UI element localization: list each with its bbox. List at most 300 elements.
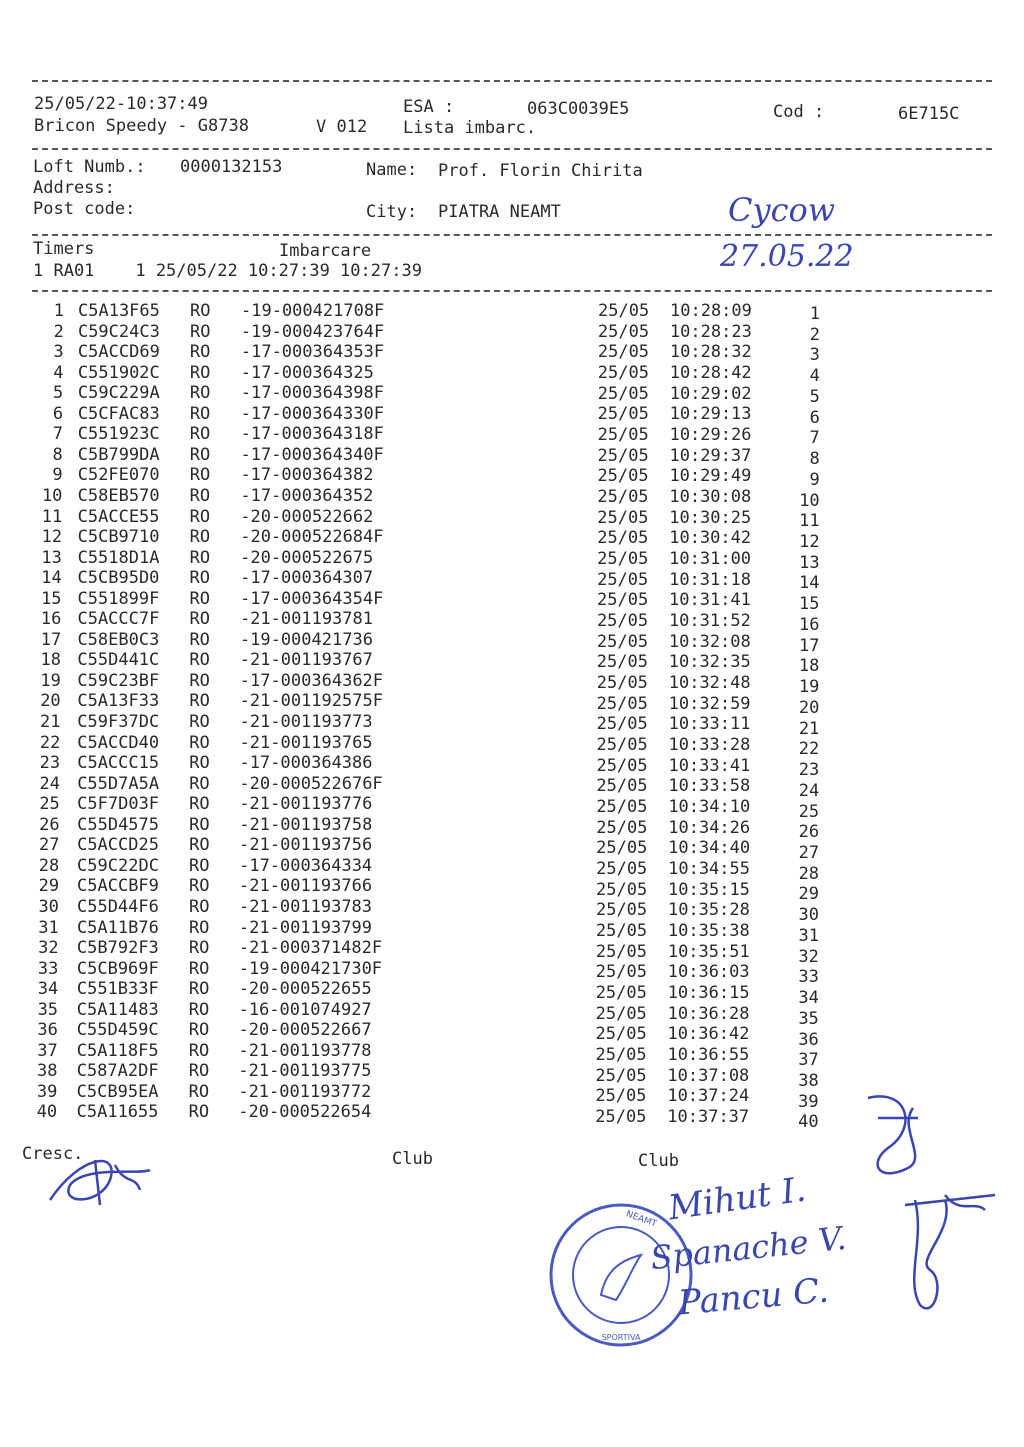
entry-time: 10:33:11 (668, 714, 751, 735)
entry-serial: -19-000421730F (238, 958, 383, 979)
entry-date: 25/05 (597, 466, 649, 487)
entry-country: RO (189, 362, 211, 383)
entry-ring: C59C229A (77, 383, 160, 404)
entry-number: 12 (41, 527, 63, 548)
entry-country: RO (189, 527, 211, 548)
entry-ring: C59C23BF (77, 670, 160, 691)
entry-time: 10:37:08 (667, 1065, 750, 1086)
entry-number: 34 (37, 979, 59, 1000)
entry-position: 37 (798, 1050, 819, 1071)
table-row (0, 506, 1024, 532)
timers-rule (32, 290, 992, 292)
name-value: Prof. Florin Chirita (438, 161, 643, 181)
svg-text:SPORTIVA: SPORTIVA (601, 1333, 641, 1342)
entry-country: RO (189, 835, 210, 856)
header-cod-label: Cod : (773, 102, 825, 122)
entry-date: 25/05 (595, 1107, 647, 1128)
table-row (0, 303, 1024, 323)
entry-position: 3 (809, 345, 820, 366)
entry-number: 16 (40, 609, 62, 630)
entry-position: 16 (798, 614, 820, 635)
entry-ring: C5CB9710 (77, 527, 160, 548)
table-row (0, 547, 1024, 573)
table-row (0, 917, 1024, 946)
entry-time: 10:34:55 (668, 859, 750, 880)
entry-ring: C5A118F5 (76, 1040, 159, 1061)
table-row (0, 979, 1024, 1009)
entry-country: RO (188, 896, 210, 917)
handwritten-place: Cycow (728, 191, 836, 229)
entry-serial: -21-001193783 (238, 896, 373, 917)
header-cod-value: 6E715C (898, 104, 960, 124)
entry-time: 10:37:24 (667, 1086, 750, 1107)
entry-number: 5 (53, 383, 64, 404)
entry-number: 31 (38, 917, 59, 938)
entry-number: 28 (38, 855, 60, 876)
entry-serial: -17-000364382 (240, 465, 374, 486)
entry-serial: -21-001193799 (238, 917, 372, 938)
entry-serial: -20-000522662 (240, 506, 374, 527)
entry-time: 10:33:28 (668, 735, 751, 756)
entry-number: 13 (41, 547, 62, 568)
entry-country: RO (189, 650, 210, 671)
city-label: City: (366, 202, 418, 222)
entry-number: 26 (39, 814, 60, 835)
entry-number: 20 (40, 691, 61, 712)
entry-position: 5 (809, 386, 820, 407)
entry-time: 10:30:42 (669, 528, 752, 549)
entry-time: 10:31:41 (669, 590, 751, 611)
entry-time: 10:28:32 (669, 342, 752, 363)
entry-number: 22 (39, 732, 61, 753)
entry-number: 27 (38, 835, 60, 856)
entry-serial: -17-000364334 (239, 855, 373, 876)
entry-number: 14 (41, 568, 62, 589)
header-rule (32, 148, 992, 150)
entry-time: 10:36:03 (667, 962, 750, 983)
entry-ring: C5ACCC7F (77, 609, 160, 630)
table-row (0, 424, 1024, 449)
entry-date: 25/05 (596, 693, 648, 714)
entry-ring: C5ACCD40 (77, 732, 160, 753)
entry-time: 10:29:49 (669, 466, 752, 487)
entry-ring: C551B33F (76, 979, 159, 1000)
entry-number: 21 (40, 712, 61, 732)
table-row (0, 999, 1024, 1029)
entry-position: 23 (798, 760, 820, 781)
entry-position: 25 (798, 801, 820, 822)
timers-label: Timers (33, 239, 95, 259)
entry-time: 10:29:37 (669, 445, 752, 466)
entry-date: 25/05 (595, 941, 648, 962)
entry-date: 25/05 (597, 445, 649, 466)
entry-country: RO (189, 403, 211, 424)
owner-rule (32, 234, 992, 236)
entry-country: RO (189, 814, 210, 835)
entry-ring: C5ACCE55 (77, 506, 160, 527)
entry-serial: -20-000522655 (238, 979, 372, 1000)
table-row (0, 362, 1024, 387)
entry-serial: -21-000371482F (238, 938, 383, 959)
entry-time: 10:37:37 (667, 1107, 750, 1128)
entry-time: 10:34:40 (668, 838, 751, 859)
entry-date: 25/05 (597, 321, 650, 342)
entry-number: 6 (52, 403, 64, 424)
entry-ring: C55D4575 (77, 814, 160, 835)
entry-position: 1 (809, 304, 820, 324)
entry-serial: -17-000364386 (239, 753, 373, 774)
entry-country: RO (188, 1102, 210, 1123)
entry-position: 14 (799, 573, 820, 594)
entry-time: 10:31:18 (669, 569, 751, 590)
entry-position: 10 (799, 490, 820, 511)
entry-ring: C55D7A5A (77, 773, 160, 794)
entry-position: 31 (798, 925, 819, 946)
entry-date: 25/05 (595, 1045, 647, 1066)
entry-country: RO (188, 938, 210, 959)
loft-value: 0000132153 (180, 157, 283, 177)
entry-country: RO (189, 342, 211, 363)
entry-date: 25/05 (596, 797, 648, 818)
entry-position: 2 (809, 324, 820, 345)
entry-time: 10:28:23 (669, 321, 752, 342)
header-list-type: Lista imbarc. (403, 118, 537, 138)
entry-date: 25/05 (597, 590, 649, 611)
entry-number: 1 (53, 301, 64, 321)
entry-country: RO (188, 999, 210, 1020)
entry-ring: C59C22DC (77, 855, 159, 876)
entry-date: 25/05 (597, 363, 649, 383)
entry-position: 22 (798, 739, 820, 760)
table-row (0, 588, 1024, 615)
entry-country: RO (188, 1081, 210, 1102)
club-label-2: Club (638, 1151, 679, 1171)
table-row (0, 1020, 1024, 1050)
entry-time: 10:31:00 (669, 549, 752, 570)
table-row (0, 938, 1024, 967)
entry-country: RO (189, 691, 210, 712)
entry-date: 25/05 (598, 301, 650, 321)
entry-serial: -17-000364362F (239, 670, 384, 691)
top-rule (32, 80, 992, 82)
entry-date: 25/05 (597, 383, 649, 404)
header-device: Bricon Speedy - G8738 (34, 116, 249, 136)
entry-serial: -17-000364330F (240, 403, 384, 424)
entry-date: 25/05 (596, 859, 648, 880)
entry-ring: C5ACCC15 (77, 753, 160, 774)
city-value: PIATRA NEAMT (438, 202, 561, 222)
entry-number: 2 (53, 321, 64, 342)
entry-ring: C59F37DC (77, 712, 160, 732)
entry-time: 10:34:10 (668, 797, 751, 818)
entry-date: 25/05 (596, 776, 648, 797)
entry-serial: -21-001193765 (239, 732, 373, 753)
entry-number: 23 (39, 753, 61, 774)
entry-date: 25/05 (595, 1024, 647, 1045)
entry-date: 25/05 (595, 983, 647, 1004)
table-row (0, 485, 1024, 511)
entry-date: 25/05 (597, 342, 650, 363)
table-row (0, 732, 1024, 760)
entry-number: 7 (52, 424, 63, 445)
entry-position: 29 (798, 884, 820, 905)
entry-date: 25/05 (595, 962, 647, 983)
entry-country: RO (188, 979, 210, 1000)
basket-label: Imbarcare (279, 241, 372, 261)
entry-position: 13 (799, 552, 820, 573)
entry-serial: -17-000364307 (240, 568, 374, 589)
entry-date: 25/05 (596, 673, 648, 694)
entry-country: RO (189, 547, 211, 568)
entry-time: 10:33:58 (668, 776, 751, 797)
table-row (0, 629, 1024, 656)
entry-ring: C58EB570 (77, 485, 160, 506)
entry-position: 38 (798, 1071, 819, 1091)
entry-position: 17 (798, 635, 820, 656)
entry-date: 25/05 (597, 569, 649, 590)
entry-serial: -21-001193766 (239, 876, 373, 897)
entry-time: 10:32:59 (668, 693, 751, 714)
entry-number: 24 (39, 773, 60, 794)
entry-serial: -20-000522675 (240, 547, 374, 568)
entry-date: 25/05 (596, 631, 649, 652)
entry-ring: C5A11B76 (76, 917, 159, 938)
entry-serial: -17-000364398F (240, 383, 385, 404)
entry-position: 36 (798, 1029, 819, 1050)
entry-position: 11 (799, 511, 820, 532)
table-row (0, 465, 1024, 490)
entry-date: 25/05 (597, 507, 649, 528)
table-row (0, 1040, 1024, 1071)
table-row (0, 527, 1024, 553)
entry-date: 25/05 (597, 404, 649, 425)
entry-country: RO (189, 424, 211, 445)
entry-country: RO (189, 629, 210, 650)
entry-date: 25/05 (596, 735, 648, 756)
entry-serial: -17-000364318F (240, 424, 384, 445)
entry-position: 4 (809, 366, 820, 387)
entry-country: RO (189, 876, 210, 897)
entry-country: RO (188, 1020, 210, 1041)
entry-position: 40 (798, 1112, 819, 1133)
entry-serial: -20-000522684F (240, 527, 384, 548)
entry-serial: -20-000522676F (239, 773, 383, 794)
entry-country: RO (189, 609, 210, 630)
handwritten-date: 27.05.22 (720, 239, 854, 274)
table-row (0, 855, 1024, 884)
table-row (0, 650, 1024, 677)
entry-serial: -21-001192575F (239, 691, 383, 712)
table-row (0, 691, 1024, 718)
entry-date: 25/05 (596, 611, 649, 632)
header-esa-value: 063C0039E5 (527, 99, 630, 119)
entry-serial: -21-001193776 (239, 794, 373, 815)
entry-serial: -21-001193778 (238, 1040, 372, 1061)
table-row (0, 896, 1024, 926)
entry-position: 32 (798, 946, 819, 967)
entry-date: 25/05 (597, 549, 649, 570)
entry-number: 10 (41, 485, 63, 506)
entry-number: 11 (41, 506, 63, 527)
address-label: Address: (33, 178, 115, 198)
entry-ring: C5CB95EA (76, 1081, 159, 1102)
entry-ring: C55D44F6 (76, 896, 159, 917)
entry-number: 37 (37, 1040, 58, 1061)
entry-country: RO (189, 773, 210, 794)
entry-position: 12 (799, 532, 820, 553)
table-row (0, 568, 1024, 594)
entry-ring: C52FE070 (77, 465, 160, 486)
entry-position: 18 (798, 656, 820, 677)
entry-time: 10:35:51 (667, 941, 750, 962)
entry-time: 10:32:08 (668, 631, 751, 652)
entry-country: RO (189, 321, 211, 342)
entry-time: 10:36:15 (667, 983, 750, 1004)
entry-country: RO (189, 670, 210, 691)
table-row (0, 835, 1024, 863)
entry-number: 35 (37, 999, 59, 1020)
table-row (0, 344, 1024, 364)
entry-date: 25/05 (597, 528, 649, 549)
club-signature-right (885, 1180, 1005, 1320)
entry-position: 28 (798, 863, 820, 884)
table-row (0, 794, 1024, 822)
entry-position: 35 (798, 1008, 819, 1029)
entry-date: 25/05 (596, 838, 648, 859)
header-datetime: 25/05/22-10:37:49 (34, 94, 208, 114)
entry-date: 25/05 (595, 900, 648, 921)
entry-number: 39 (36, 1081, 58, 1102)
entry-date: 25/05 (595, 1065, 647, 1086)
table-row (0, 321, 1024, 345)
entry-number: 15 (41, 588, 62, 609)
entry-ring: C5F7D03F (77, 794, 160, 815)
entry-number: 17 (40, 629, 62, 650)
entry-serial: -21-001193756 (239, 835, 373, 856)
entry-position: 8 (809, 449, 820, 470)
entry-number: 4 (53, 362, 64, 383)
entry-date: 25/05 (596, 714, 648, 735)
entry-position: 7 (809, 428, 820, 449)
entry-date: 25/05 (596, 755, 648, 776)
entry-ring: C551902C (77, 362, 160, 383)
entry-serial: -17-000364352 (240, 485, 374, 506)
entry-serial: -17-000364325 (240, 362, 374, 383)
entry-ring: C5ACCD25 (77, 835, 159, 856)
entry-serial: -19-000421736 (239, 629, 373, 650)
entry-serial: -17-000364354F (240, 588, 384, 609)
entry-serial: -21-001193781 (239, 609, 373, 630)
entry-time: 10:28:42 (669, 363, 752, 383)
entry-serial: -17-000364340F (240, 444, 384, 465)
entry-number: 33 (37, 958, 59, 979)
entry-position: 21 (798, 718, 820, 739)
entry-serial: -21-001193775 (238, 1061, 372, 1082)
entry-time: 10:33:41 (668, 755, 751, 776)
entry-number: 30 (38, 896, 59, 917)
entry-ring: C5ACCD69 (77, 342, 160, 363)
entry-time: 10:28:09 (670, 301, 752, 321)
entry-time: 10:35:38 (667, 921, 750, 942)
entry-number: 8 (52, 444, 63, 465)
entry-position: 15 (799, 594, 820, 615)
entry-date: 25/05 (596, 652, 648, 673)
entry-serial: -21-001193767 (239, 650, 373, 671)
entry-number: 18 (40, 650, 62, 671)
entry-ring: C55D441C (77, 650, 160, 671)
handwritten-sign-3: Pancu C. (676, 1270, 831, 1324)
entry-country: RO (189, 732, 210, 753)
entry-country: RO (189, 568, 211, 589)
entry-time: 10:29:13 (669, 404, 752, 425)
entry-number: 19 (40, 670, 61, 691)
entry-country: RO (189, 855, 210, 876)
club-label-1: Club (392, 1149, 433, 1169)
entry-serial: -21-001193758 (239, 814, 373, 835)
entry-date: 25/05 (595, 1086, 647, 1107)
entry-serial: -17-000364353F (240, 342, 385, 363)
entry-position: 39 (798, 1091, 819, 1112)
entry-time: 10:36:28 (667, 1003, 750, 1024)
entry-country: RO (189, 465, 211, 486)
handwritten-sign-2: Spanache V. (648, 1218, 848, 1278)
entry-position: 20 (798, 697, 820, 718)
table-row (0, 444, 1024, 470)
entry-time: 10:32:35 (668, 652, 751, 673)
entry-number: 38 (37, 1061, 58, 1082)
entry-time: 10:34:26 (668, 817, 751, 838)
entry-country: RO (188, 917, 210, 938)
entry-country: RO (189, 794, 210, 815)
breeder-signature (40, 1145, 170, 1215)
header-version: V 012 (316, 117, 368, 137)
entry-serial: -16-001074927 (238, 999, 372, 1020)
entry-ring: C5518D1A (77, 547, 160, 568)
entry-serial: -19-000421708F (241, 301, 385, 321)
entry-position: 26 (798, 822, 820, 843)
entry-position: 30 (798, 905, 819, 926)
entry-time: 10:29:26 (669, 425, 752, 446)
entry-date: 25/05 (595, 921, 648, 942)
svg-text:NEAMT: NEAMT (624, 1209, 658, 1230)
entry-number: 40 (36, 1102, 58, 1123)
entry-number: 3 (53, 342, 64, 363)
table-row (0, 385, 1024, 405)
entry-time: 10:35:15 (668, 879, 750, 900)
table-row (0, 609, 1024, 635)
table-row (0, 1061, 1024, 1091)
entry-country: RO (189, 753, 210, 774)
entry-ring: C5ACCBF9 (77, 876, 159, 897)
entry-position: 33 (798, 967, 819, 988)
entry-ring: C5CFAC83 (77, 403, 160, 424)
entry-ring: C5A13F33 (77, 691, 160, 712)
table-row (0, 958, 1024, 988)
entry-ring: C5B792F3 (76, 938, 159, 959)
entry-position: 9 (809, 469, 820, 490)
table-row (0, 814, 1024, 843)
entry-ring: C5A11655 (76, 1102, 159, 1123)
postcode-label: Post code: (33, 199, 136, 219)
entry-date: 25/05 (596, 817, 648, 838)
entry-country: RO (190, 301, 211, 321)
entry-country: RO (189, 588, 210, 609)
entry-country: RO (188, 1040, 210, 1061)
header-esa-label: ESA : (403, 97, 455, 117)
entry-ring: C59C24C3 (77, 321, 160, 342)
entry-position: 27 (798, 842, 820, 863)
entry-number: 29 (38, 876, 60, 897)
